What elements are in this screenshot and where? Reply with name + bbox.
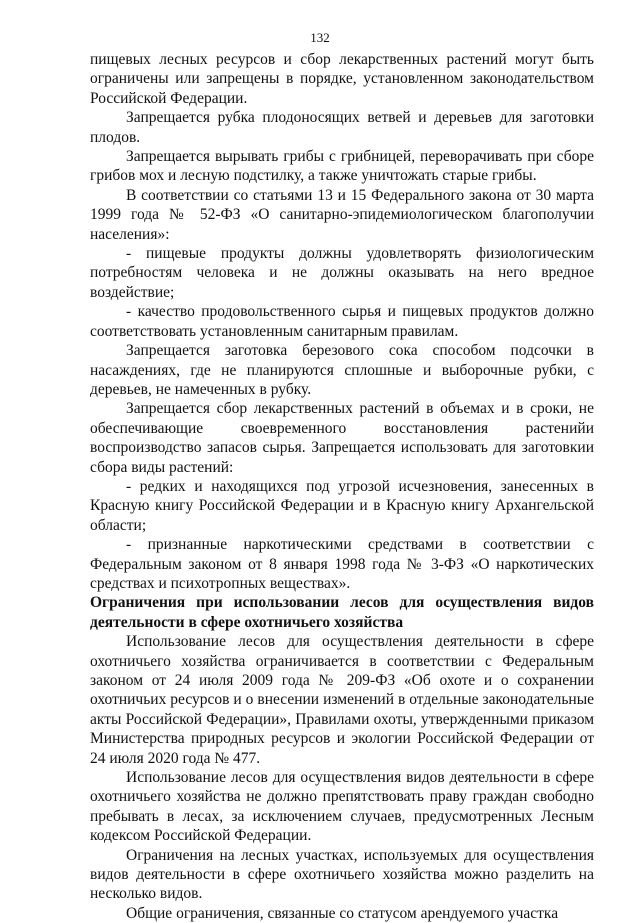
list-item: - качество продовольственного сырья и пищевых продуктов должно соответствовать установленным санитарным правилам. <box>90 303 594 340</box>
document-body <box>90 50 594 923</box>
paragraph: пищевых лесных ресурсов и сбор лекарственных растений могут быть ограничены или запрещены в порядке, установленном законодательством Российской Федерации. <box>90 51 594 107</box>
paragraph: Использование лесов для осуществления деятельности в сфере охотничьего хозяйства ограничивается в соответствии с Федеральным законом от 24 июля 2009 года № 209-ФЗ «Об охоте и о сохранении охотничьих ресурсов и о внесении изменений в отдельные законодательные акты Российской Федерации», Правилами охоты, утвержденными приказом Министерства природных ресурсов и экологии Российской Федерации от 24 июля 2020 года № 477. <box>90 633 594 767</box>
paragraph: Запрещается сбор лекарственных растений в объемах и в сроки, не обеспечивающие своевременного восстановления растенийи воспроизводство запасов сырья. Запрещается использовать для заготовкии сбора виды растений: <box>90 400 594 476</box>
list-item: - признанные наркотическими средствами в соответствии с Федеральным законом от 8 января 1998 года № 3-ФЗ «О наркотических средствах и психотропных веществах». <box>90 536 594 592</box>
list-item: - редких и находящихся под угрозой исчезновения, занесенных в Красную книгу Российской Федерации и в Красную книгу Архангельской области; <box>90 477 594 534</box>
paragraph: Использование лесов для осуществления видов деятельности в сфере охотничьего хозяйства не должно препятствовать праву граждан свободно пребывать в лесах, за исключением случаев, предусмотренных Лесным кодексом Российской Федерации. <box>90 769 594 845</box>
paragraph: Общие ограничения, связанные со статусом арендуемого участка <box>126 904 559 922</box>
list-item: - пищевые продукты должны удовлетворять физиологическим потребностям человека и не должны оказывать на него вредное воздействие; <box>90 245 594 301</box>
section-heading: Ограничения при использовании лесов для осуществления видов деятельности в сфере охотничьего хозяйства <box>90 594 594 631</box>
paragraph: Запрещается рубка плодоносящих ветвей и деревьев для заготовки плодов. <box>90 109 594 146</box>
page-number: 132 <box>310 30 330 45</box>
paragraph: В соответствии со статьями 13 и 15 Федерального закона от 30 марта 1999 года № 52-ФЗ «О санитарно-эпидемиологическом благополучии населения»: <box>90 186 594 243</box>
paragraph: Запрещается вырывать грибы с грибницей, переворачивать при сборе грибов мох и лесную подстилку, а также уничтожать старые грибы. <box>90 148 594 185</box>
paragraph: Запрещается заготовка березового сока способом подсочки в насаждениях, где не планируются сплошные и выборочные рубки, с деревьев, не намеченных в рубку. <box>90 342 594 398</box>
paragraph: Ограничения на лесных участках, используемых для осуществления видов деятельности в сфере охотничьего хозяйства можно разделить на несколько видов. <box>90 846 594 903</box>
